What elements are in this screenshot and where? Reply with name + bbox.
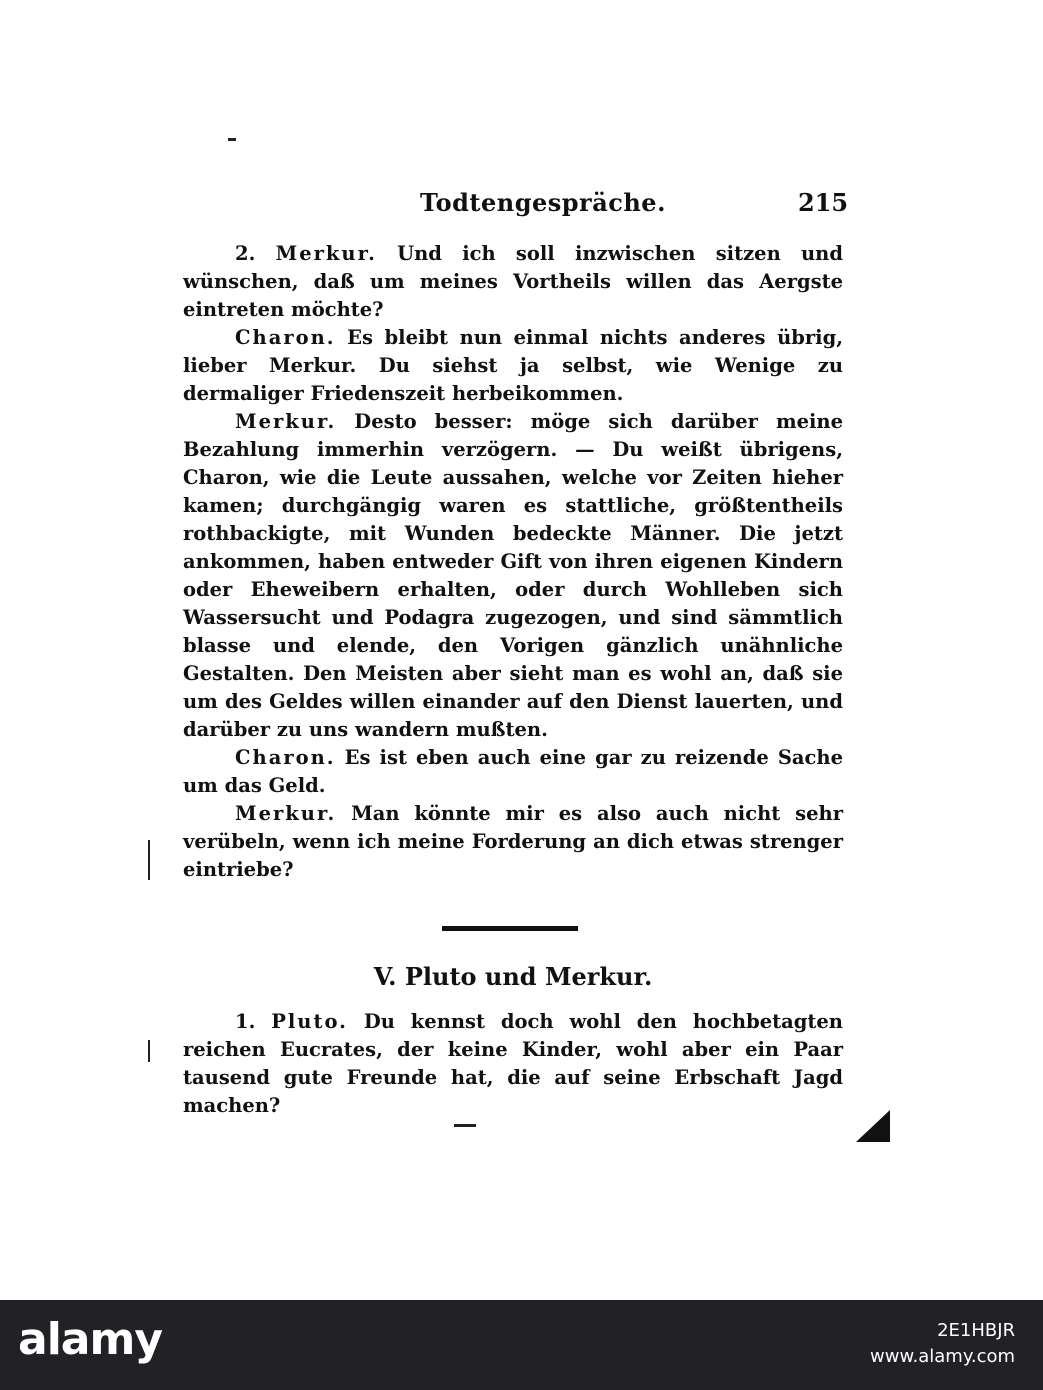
section-heading: V. Pluto und Merkur.: [373, 962, 653, 991]
dialogue-block-1: [183, 240, 843, 884]
paragraph: [183, 240, 843, 324]
page-corner-shadow: [856, 1110, 890, 1142]
paragraph-text: Du kennst doch wohl den hochbetagten reichen Eucrates, der keine Kinder, wohl aber ein Paar tausend gute Freunde hat, die auf seine Erbschaft Jagd machen?: [183, 1010, 843, 1117]
paragraph-number: 2.: [235, 242, 256, 265]
scan-speck: [228, 138, 236, 141]
paragraph: [183, 408, 843, 744]
paragraph-number: 1.: [235, 1010, 256, 1033]
image-credit: [870, 1318, 1015, 1370]
site-url: www.alamy.com: [870, 1346, 1016, 1367]
paragraph: [183, 744, 843, 800]
speaker-name: Merkur.: [275, 242, 377, 265]
speaker-name: Charon.: [235, 326, 336, 349]
speaker-name: Merkur.: [235, 802, 337, 825]
paragraph-text: Desto besser: möge sich darüber meine Bezahlung immerhin verzögern. — Du weißt übrigens, Charon, wie die Leute aussahen, welche vor Zeiten hieher kamen; durchgängig waren es stattliche, größtentheils rothbackigte, mit Wunden bedeckte Männer. Die jetzt ankommen, haben entweder Gift von ihren eigenen Kindern oder Eheweibern erhalten, oder durch Wohlleben sich Wassersucht und Podagra zugezogen, und sind sämmtlich blasse und elende, den Vorigen gänzlich unähnliche Gestalten. Den Meisten aber sieht man es wohl an, daß sie um des Geldes willen einander auf den Dienst lauerten, und darüber zu uns wandern mußten.: [183, 410, 843, 741]
paragraph: [183, 800, 843, 884]
page-number: 215: [798, 188, 849, 217]
paragraph-text: Es ist eben auch eine gar zu reizende Sache um das Geld.: [183, 746, 843, 797]
brand-logo: alamy: [18, 1314, 162, 1365]
dialogue-block-2: [183, 1008, 843, 1120]
scan-speck: [454, 1124, 476, 1127]
running-head: Todtengespräche.: [420, 188, 666, 217]
paragraph-text: Es bleibt nun einmal nichts anderes übrig, lieber Merkur. Du siehst ja selbst, wie Wenige zu dermaliger Friedenszeit herbeikommen.: [183, 326, 843, 405]
speaker-name: Merkur.: [235, 410, 337, 433]
section-divider: [442, 926, 578, 931]
paragraph: [183, 324, 843, 408]
speaker-name: Charon.: [235, 746, 336, 769]
watermark-footer: [0, 1300, 1043, 1390]
paragraph: [183, 1008, 843, 1120]
image-id: 2E1HBJR: [937, 1320, 1016, 1341]
speaker-name: Pluto.: [271, 1010, 348, 1033]
paragraph-text: Und ich soll inzwischen sitzen und wünschen, daß um meines Vortheils willen das Aergste eintreten möchte?: [183, 242, 843, 321]
scan-speck: [148, 840, 150, 880]
scan-speck: [148, 1040, 150, 1062]
paragraph-text: Man könnte mir es also auch nicht sehr verübeln, wenn ich meine Forderung an dich etwas strenger eintriebe?: [183, 802, 843, 881]
